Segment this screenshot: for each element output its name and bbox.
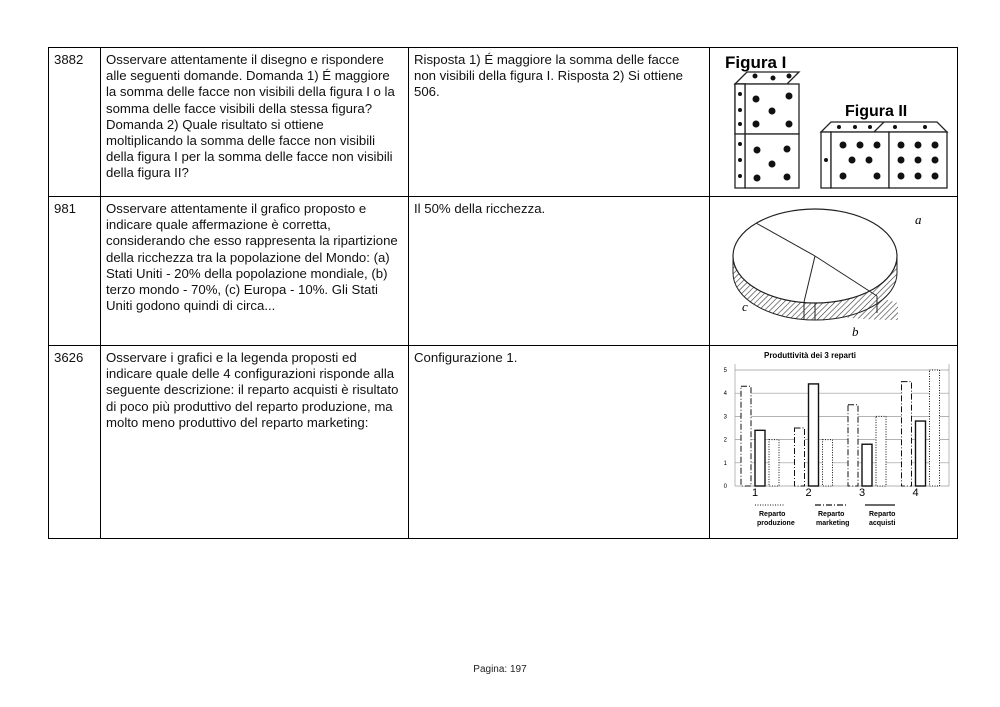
bar-reparto-marketing-2	[795, 428, 805, 486]
question-text: Osservare attentamente il grafico proposto e indicare quale affermazione è corretta, considerando che esso rappresenta la ripartizione della ricchezza tra la popolazione del Mondo: (a) Stati Uniti - 20% della popolazione mondiale, (b) terzo mondo - 70%, (c) Europa - 10%. Gli Stati Uniti godono quindi di circa...	[101, 197, 409, 346]
legend-label: produzione	[757, 520, 795, 527]
figure-1-label: Figura I	[725, 53, 787, 72]
y-tick-label: 2	[723, 437, 727, 444]
productivity-chart	[715, 350, 951, 534]
question-id: 3882	[49, 48, 101, 197]
bar-reparto-acquisti-4	[916, 421, 926, 486]
y-tick-label: 0	[723, 484, 727, 490]
y-axis-ticks	[724, 368, 728, 490]
questions-table	[48, 47, 958, 539]
y-tick-label: 5	[723, 368, 727, 374]
figure-1-dice	[735, 72, 799, 188]
bar-reparto-marketing-3	[848, 405, 858, 486]
bar-reparto-produzione-4	[930, 370, 940, 486]
figure-2-label: Figura II	[845, 103, 908, 120]
pie-figure	[715, 201, 951, 341]
pie-label-a: a	[915, 212, 922, 227]
answer-text: Configurazione 1.	[409, 346, 710, 539]
bar-reparto-marketing-4	[902, 382, 912, 486]
bar-reparto-acquisti-1	[755, 430, 765, 486]
bar-chart-cell	[710, 346, 958, 539]
table-row	[49, 197, 958, 346]
bar-reparto-marketing-1	[741, 386, 751, 486]
pie-figure-cell	[710, 197, 958, 346]
legend-label: Reparto	[818, 511, 845, 518]
question-id: 981	[49, 197, 101, 346]
dice-figure	[715, 52, 951, 192]
page-footer: Pagina: 197	[473, 664, 527, 675]
x-tick-label: 4	[912, 487, 919, 499]
answer-text: Il 50% della ricchezza.	[409, 197, 710, 346]
table-row	[49, 346, 958, 539]
answer-text: Risposta 1) É maggiore la somma delle facce non visibili della figura I. Risposta 2) Si ottiene 506.	[409, 48, 710, 197]
legend-label: Reparto	[869, 511, 896, 518]
chart-legend	[755, 505, 896, 527]
figure-2-dice	[821, 122, 947, 188]
bar-reparto-acquisti-3	[862, 444, 872, 486]
legend-label: acquisti	[869, 520, 896, 527]
pie-label-b: b	[852, 324, 859, 339]
dice-figure-cell	[710, 48, 958, 197]
bar-reparto-produzione-2	[823, 440, 833, 486]
x-axis-ticks	[752, 487, 919, 499]
y-tick-label: 1	[723, 460, 727, 467]
chart-bars	[741, 370, 940, 486]
legend-label: marketing	[816, 520, 850, 527]
pie-label-c: c	[742, 299, 748, 314]
table-row	[49, 48, 958, 197]
y-tick-label: 3	[723, 414, 727, 421]
question-text: Osservare i grafici e la legenda proposti ed indicare quale delle 4 configurazioni risponde alla seguente descrizione: il reparto acquisti è risultato di poco più produttivo del reparto produzione, ma molto meno produttivo del reparto marketing:	[101, 346, 409, 539]
question-text: Osservare attentamente il disegno e rispondere alle seguenti domande. Domanda 1) É maggiore la somma delle facce non visibili della figura I o la somma delle facce visibili della stessa figura? Domanda 2) Quale risultato si ottiene moltiplicando la somma delle facce non visibili della figura I per la somma delle facce non visibili della figura II?	[101, 48, 409, 197]
x-tick-label: 2	[805, 487, 812, 499]
legend-label: Reparto	[759, 511, 786, 518]
y-tick-label: 4	[723, 391, 727, 398]
chart-title: Produttività dei 3 reparti	[763, 351, 857, 360]
bar-reparto-produzione-1	[769, 440, 779, 486]
x-tick-label: 1	[751, 487, 759, 499]
question-id: 3626	[49, 346, 101, 539]
x-tick-label: 3	[858, 487, 866, 499]
bar-reparto-acquisti-2	[809, 384, 819, 486]
bar-reparto-produzione-3	[876, 416, 886, 486]
